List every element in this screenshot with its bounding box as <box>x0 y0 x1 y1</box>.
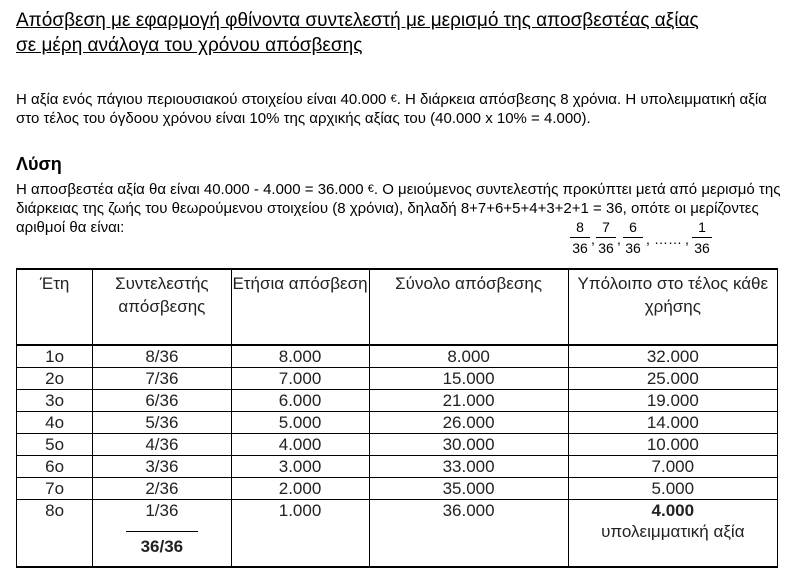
cell-rate-value: 1/36 <box>145 501 179 520</box>
header-total: Σύνολο απόσβεσης <box>369 269 568 345</box>
cell-year: 3ο <box>17 390 93 412</box>
cell-remaining: 5.000 <box>568 478 777 500</box>
cell-total: 36.000 <box>369 500 568 568</box>
cell-total: 35.000 <box>369 478 568 500</box>
cell-annual: 6.000 <box>231 390 369 412</box>
euro-sign: € <box>390 93 397 105</box>
table-row <box>17 390 778 412</box>
table-row <box>17 368 778 390</box>
given-text-1: Η αξία ενός πάγιου περιουσιακού στοιχείου είναι 40.000 <box>16 91 391 108</box>
header-remaining: Υπόλοιπο στο τέλος κάθε χρήσης <box>568 269 777 345</box>
cell-annual: 3.000 <box>231 456 369 478</box>
table-row <box>17 412 778 434</box>
fraction-separator: , <box>591 231 595 247</box>
cell-total: 8.000 <box>369 345 568 368</box>
title-line-1: Απόσβεση με εφαρμογή φθίνοντα συντελεστή με μερισμό της αποσβεστέας αξίας <box>16 10 699 31</box>
table-row <box>17 456 778 478</box>
solution-heading: Λύση <box>16 154 62 174</box>
fraction-denominator: 36 <box>572 240 588 256</box>
cell-remaining: 10.000 <box>568 434 777 456</box>
cell-annual: 4.000 <box>231 434 369 456</box>
cell-year: 4ο <box>17 412 93 434</box>
document-title <box>16 8 786 58</box>
fraction <box>692 218 712 257</box>
table-row <box>17 478 778 500</box>
cell-annual: 2.000 <box>231 478 369 500</box>
cell-remaining: 7.000 <box>568 456 777 478</box>
residual-value: 4.000 <box>651 501 695 520</box>
fraction-denominator: 36 <box>625 240 641 256</box>
fraction <box>570 218 590 257</box>
cell-annual: 5.000 <box>231 412 369 434</box>
cell-rate: 2/36 <box>93 478 231 500</box>
cell-rate <box>93 500 231 568</box>
given-text-2: . Η διάρκεια απόσβεσης 8 χρόνια. Η υπολειμματική αξία στο τέλος του όγδοου χρόνου είναι 10% της αρχικής αξίας του (40.000 x 10% = 4.000). <box>16 91 767 127</box>
cell-remaining: 19.000 <box>568 390 777 412</box>
given-paragraph <box>16 90 788 128</box>
fraction-denominator: 36 <box>598 240 614 256</box>
table-row <box>17 345 778 368</box>
cell-rate: 8/36 <box>93 345 231 368</box>
cell-total: 21.000 <box>369 390 568 412</box>
cell-year: 2ο <box>17 368 93 390</box>
header-rate: Συντελεστής απόσβεσης <box>93 269 231 345</box>
cell-rate: 5/36 <box>93 412 231 434</box>
header-annual: Ετήσια απόσβεση <box>231 269 369 345</box>
table-header-row <box>17 269 778 345</box>
fraction-ellipsis: …… <box>654 231 682 247</box>
table-row <box>17 434 778 456</box>
cell-rate: 3/36 <box>93 456 231 478</box>
cell-annual: 1.000 <box>231 500 369 568</box>
cell-year: 6ο <box>17 456 93 478</box>
cell-rate: 6/36 <box>93 390 231 412</box>
cell-total: 33.000 <box>369 456 568 478</box>
residual-label: υπολειμματική αξία <box>601 522 745 541</box>
header-years: Έτη <box>17 269 93 345</box>
solution-text-1: Η αποσβεστέα αξία θα είναι 40.000 - 4.000 = 36.000 <box>16 181 368 198</box>
table-row-last <box>17 500 778 568</box>
fraction-numerator: 8 <box>570 218 590 238</box>
fraction-separator: , <box>646 231 650 247</box>
euro-sign: € <box>367 183 374 195</box>
cell-year: 8ο <box>17 500 93 568</box>
cell-total: 26.000 <box>369 412 568 434</box>
total-divider <box>126 531 198 532</box>
fraction-separator: , <box>685 231 689 247</box>
cell-annual: 7.000 <box>231 368 369 390</box>
cell-total: 15.000 <box>369 368 568 390</box>
fraction-denominator: 36 <box>694 240 710 256</box>
cell-rate: 7/36 <box>93 368 231 390</box>
solution-text-2: . Ο μειούμενος συντελεστής προκύπτει μετά από μερισμό της διάρκειας της ζωής του θεωρούμενου στοιχείου (8 χρόνια), δηλαδή 8+7+6+5+4+3+2+1 = 36, οπότε οι μερίζοντες αριθμοί θα είναι: <box>16 181 781 236</box>
cell-rate-total: 36/36 <box>140 537 184 556</box>
cell-remaining: 25.000 <box>568 368 777 390</box>
title-line-2: σε μέρη ανάλογα του χρόνου απόσβεσης <box>16 35 363 56</box>
fraction <box>596 218 616 257</box>
fraction-sequence <box>570 218 720 260</box>
cell-rate: 4/36 <box>93 434 231 456</box>
cell-year: 5ο <box>17 434 93 456</box>
cell-total: 30.000 <box>369 434 568 456</box>
fraction <box>623 218 643 257</box>
fraction-numerator: 6 <box>623 218 643 238</box>
cell-annual: 8.000 <box>231 345 369 368</box>
cell-remaining: 14.000 <box>568 412 777 434</box>
fraction-numerator: 7 <box>596 218 616 238</box>
depreciation-table <box>16 268 778 568</box>
fraction-separator: , <box>617 231 621 247</box>
cell-year: 7ο <box>17 478 93 500</box>
fraction-numerator: 1 <box>692 218 712 238</box>
cell-remaining: 32.000 <box>568 345 777 368</box>
cell-remaining <box>568 500 777 568</box>
cell-year: 1ο <box>17 345 93 368</box>
